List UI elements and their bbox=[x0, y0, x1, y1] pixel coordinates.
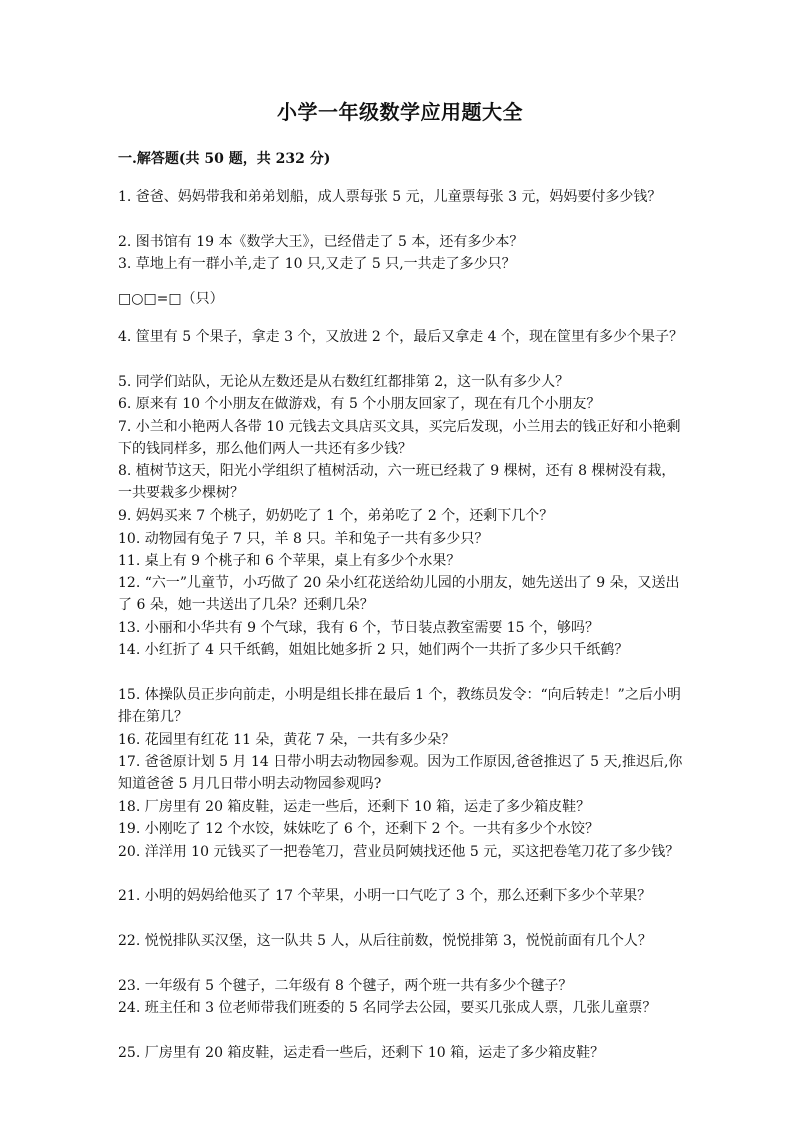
question-item: 22. 悦悦排队买汉堡，这一队共 5 人，从后往前数，悦悦排第 3，悦悦前面有几个人？ bbox=[118, 933, 652, 949]
question-item: 19. 小刚吃了 12 个水饺，妹妹吃了 6 个，还剩下 2 个。一共有多少个水饺？ bbox=[118, 821, 600, 837]
question-item: 15. 体操队员正步向前走，小明是组长排在最后 1 个，教练员发令：“向后转走！”之后小明排在第几？ bbox=[118, 687, 681, 726]
question-item: 9. 妈妈买来 7 个桃子，奶奶吃了 1 个，弟弟吃了 2 个，还剩下几个？ bbox=[118, 508, 554, 524]
question-item: 18. 厂房里有 20 箱皮鞋，运走一些后，还剩下 10 箱，运走了多少箱皮鞋？ bbox=[118, 799, 591, 815]
question-item: 13. 小丽和小华共有 9 个气球，我有 6 个，节日装点教室需要 15 个，够吗？ bbox=[118, 620, 600, 636]
section-heading: 一.解答题(共 50 题，共 232 分) bbox=[118, 151, 331, 167]
question-item: 10. 动物园有兔子 7 只，羊 8 只。羊和兔子一共有多少只？ bbox=[118, 531, 489, 547]
question-item: 25. 厂房里有 20 箱皮鞋，运走看一些后，还剩下 10 箱，运走了多少箱皮鞋？ bbox=[118, 1045, 605, 1061]
question-item: 4. 筐里有 5 个果子，拿走 3 个，又放进 2 个，最后又拿走 4 个，现在筐里有多少个果子？ bbox=[118, 329, 684, 345]
question-item: 12. “六一”儿童节，小巧做了 20 朵小红花送给幼儿园的小朋友，她先送出了 9 朵，又送出了 6 朵，她一共送出了几朵？还剩几朵？ bbox=[118, 575, 680, 614]
question-item: 14. 小红折了 4 只千纸鹤，姐姐比她多折 2 只，她们两个一共折了多少只千纸鹤？ bbox=[118, 642, 629, 658]
question-item: 7. 小兰和小艳两人各带 10 元钱去文具店买文具，买完后发现，小兰用去的钱正好和小艳剩下的钱同样多，那么他们两人一共还有多少钱？ bbox=[118, 419, 681, 458]
question-item: 21. 小明的妈妈给他买了 17 个苹果，小明一口气吃了 3 个，那么还剩下多少个苹果？ bbox=[118, 888, 652, 904]
question-item: 23. 一年级有 5 个毽子，二年级有 8 个毽子，两个班一共有多少个毽子？ bbox=[118, 978, 573, 994]
question-item: 11. 桌上有 9 个桃子和 6 个苹果，桌上有多少个水果？ bbox=[118, 553, 461, 569]
question-item: 1. 爸爸、妈妈带我和弟弟划船，成人票每张 5 元，儿童票每张 3 元，妈妈要付多少钱？ bbox=[118, 189, 662, 205]
question-item: 20. 洋洋用 10 元钱买了一把卷笔刀，营业员阿姨找还他 5 元，买这把卷笔刀花了多少钱？ bbox=[118, 844, 680, 860]
question-item: 8. 植树节这天，阳光小学组织了植树活动，六一班已经栽了 9 棵树，还有 8 棵树没有栽，一共要栽多少棵树？ bbox=[118, 463, 676, 502]
question-item: 6. 原来有 10 个小朋友在做游戏，有 5 个小朋友回家了，现在有几个小朋友？ bbox=[118, 396, 601, 412]
question-item: 3. 草地上有一群小羊,走了 10 只,又走了 5 只,一共走了多少只？ bbox=[118, 256, 516, 272]
question-item: 24. 班主任和 3 位老师带我们班委的 5 名同学去公园，要买几张成人票，几张儿童票？ bbox=[118, 1000, 657, 1016]
question-item: 17. 爸爸原计划 5 月 14 日带小明去动物园参观。因为工作原因,爸爸推迟了 5 天,推迟后,你知道爸爸 5 月几日带小明去动物园参观吗? bbox=[118, 754, 683, 793]
question-item: 5. 同学们站队，无论从左数还是从右数红红都排第 2，这一队有多少人？ bbox=[118, 374, 570, 390]
question-item: 2. 图书馆有 19 本《数学大王》，已经借走了 5 本，还有多少本？ bbox=[118, 234, 524, 250]
answer-formula: □○□=□（只） bbox=[118, 291, 224, 307]
question-item: 16. 花园里有红花 11 朵，黄花 7 朵，一共有多少朵？ bbox=[118, 732, 456, 748]
page-title: 小学一年级数学应用题大全 bbox=[277, 100, 523, 124]
